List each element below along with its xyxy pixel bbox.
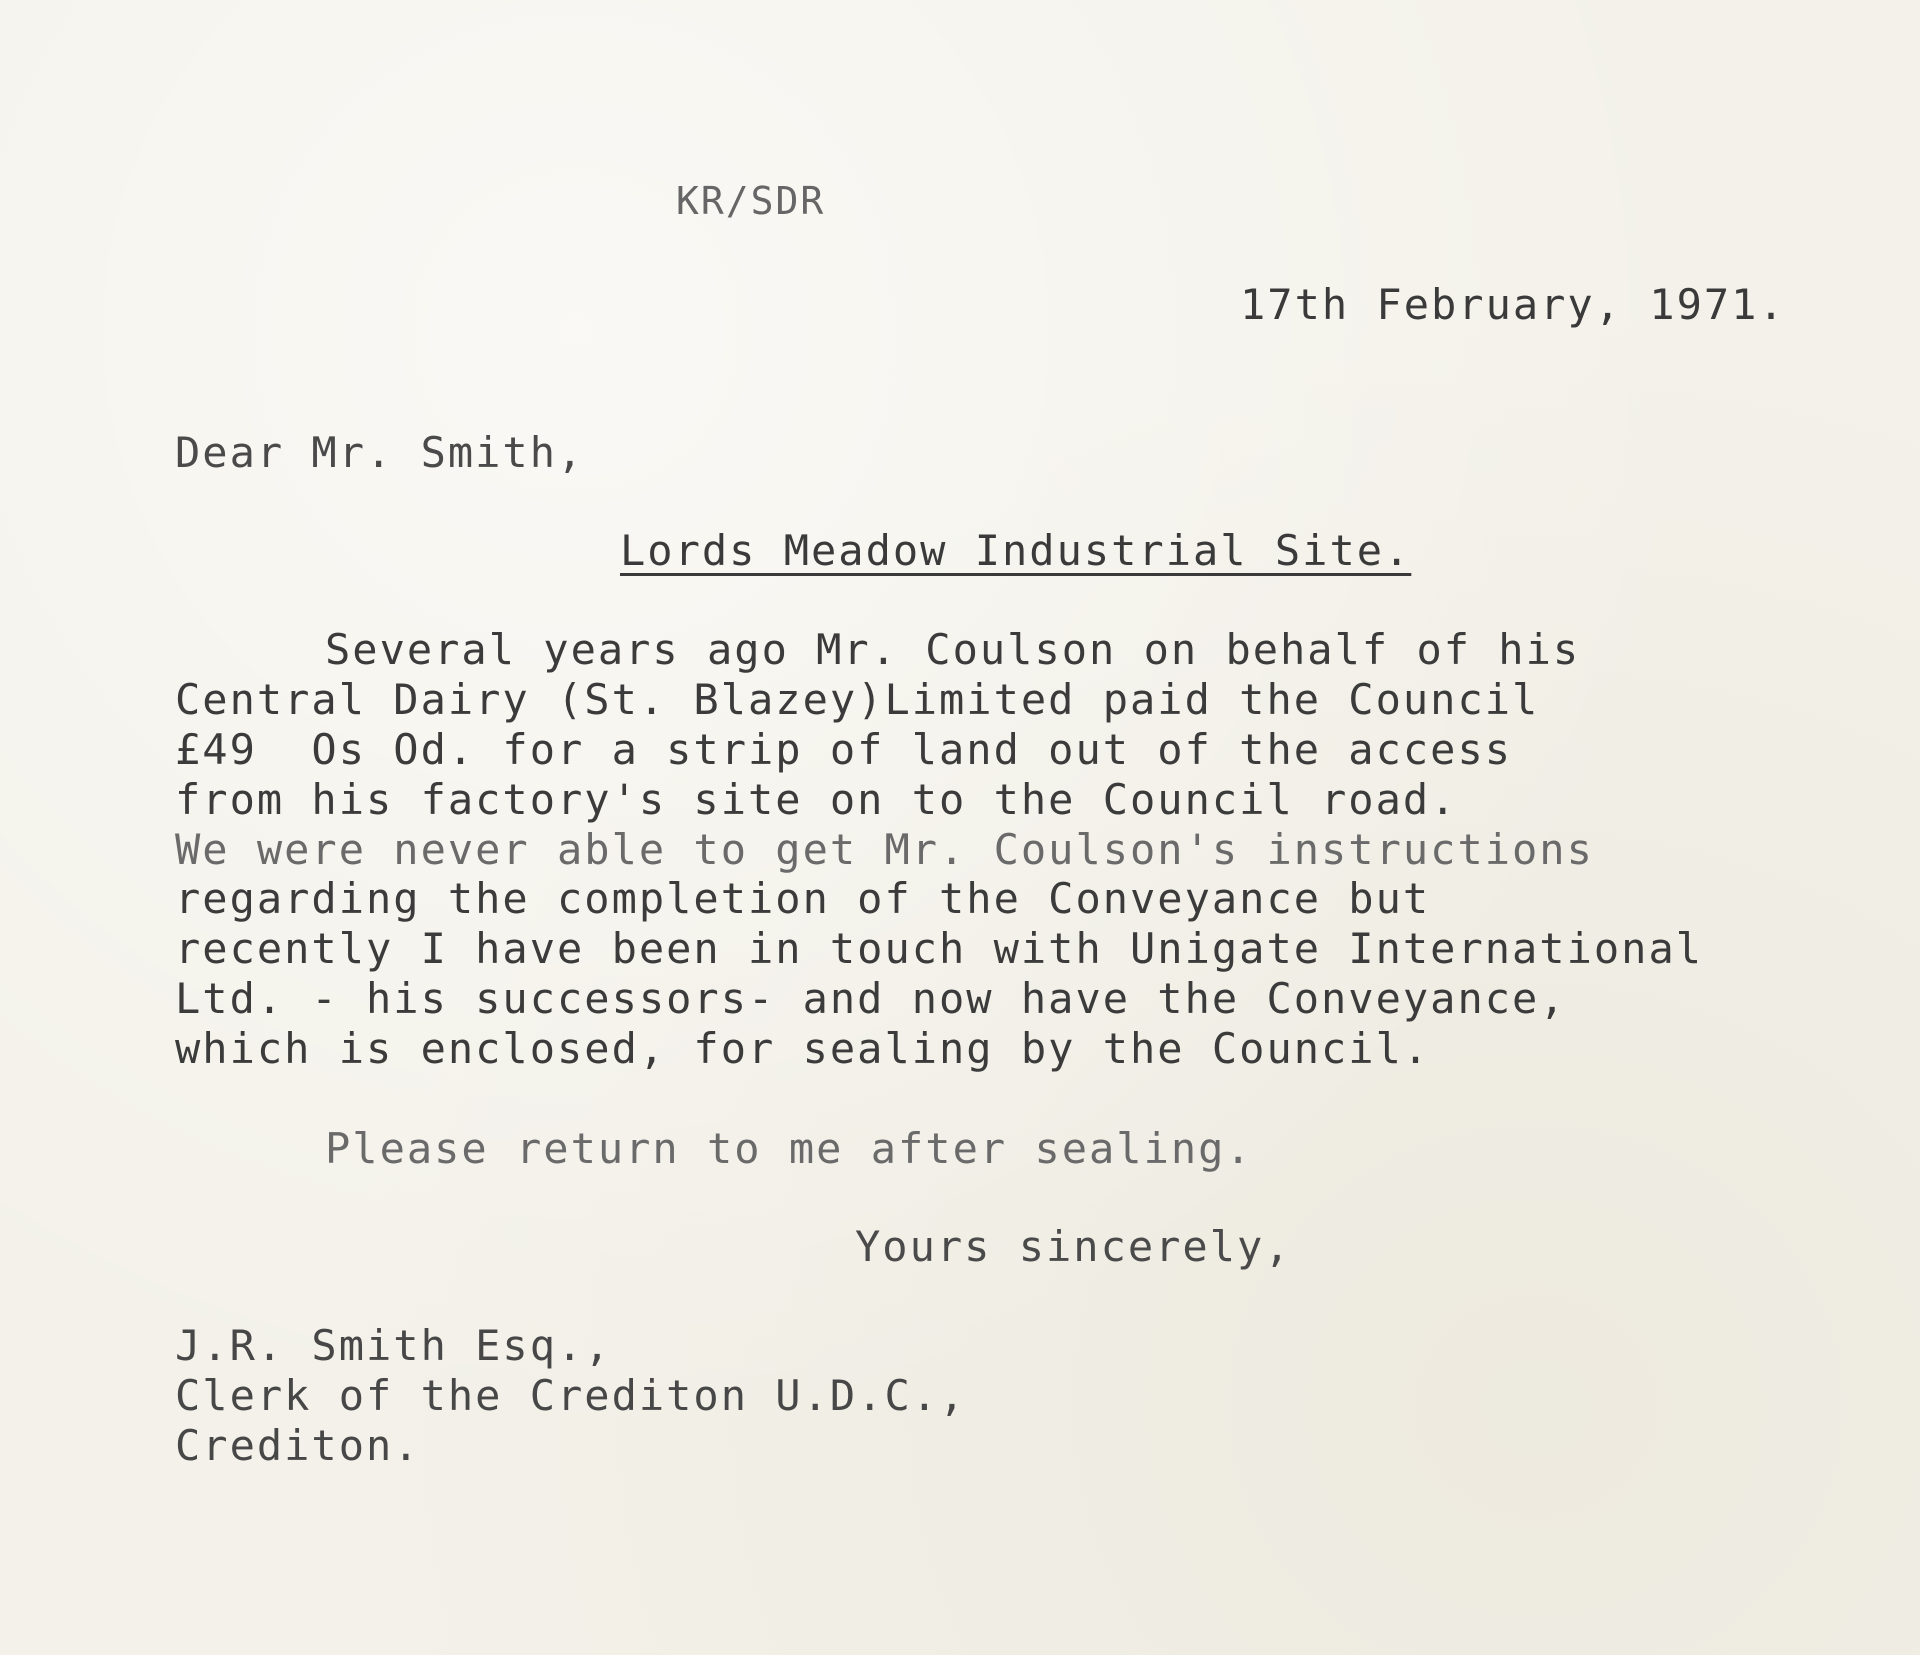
salutation: Dear Mr. Smith, — [175, 428, 585, 477]
body-line: recently I have been in touch with Unigate International — [175, 924, 1704, 973]
closing: Yours sincerely, — [855, 1222, 1292, 1271]
body-line: Central Dairy (St. Blazey)Limited paid the Council — [175, 675, 1540, 724]
subject-heading: Lords Meadow Industrial Site. — [620, 526, 1412, 575]
body-line: £49 Os Od. for a strip of land out of the access — [175, 725, 1513, 774]
body-line: Several years ago Mr. Coulson on behalf of his — [325, 625, 1581, 674]
body-line: Ltd. - his successors- and now have the Conveyance, — [175, 974, 1567, 1023]
body-line: Please return to me after sealing. — [325, 1124, 1253, 1173]
addressee-line: J.R. Smith Esq., — [175, 1321, 612, 1370]
body-line: which is enclosed, for sealing by the Council. — [175, 1024, 1431, 1073]
body-line: We were never able to get Mr. Coulson's instructions — [175, 825, 1594, 874]
body-line: from his factory's site on to the Council road. — [175, 775, 1458, 824]
letter-date: 17th February, 1971. — [1240, 280, 1786, 329]
addressee-line: Crediton. — [175, 1421, 421, 1470]
addressee-line: Clerk of the Crediton U.D.C., — [175, 1371, 967, 1420]
body-line: regarding the completion of the Conveyance but — [175, 874, 1431, 923]
reference-code: KR/SDR — [676, 179, 826, 223]
